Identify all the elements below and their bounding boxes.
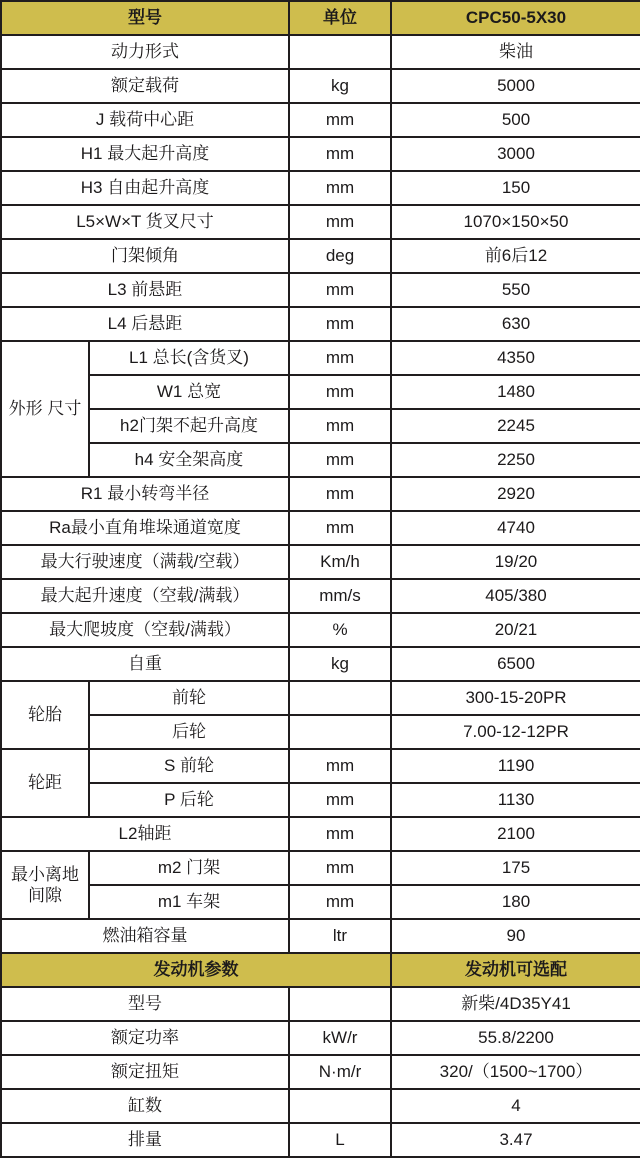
spec-label: 最大起升速度（空载/满载） bbox=[1, 579, 289, 613]
spec-sublabel: 后轮 bbox=[89, 715, 289, 749]
spec-value: 5000 bbox=[391, 69, 640, 103]
spec-value: 180 bbox=[391, 885, 640, 919]
spec-unit: kg bbox=[289, 647, 391, 681]
spec-label: 型号 bbox=[1, 987, 289, 1021]
group-label-dimensions: 外形 尺寸 bbox=[1, 341, 89, 477]
spec-label: H3 自由起升高度 bbox=[1, 171, 289, 205]
spec-value: 630 bbox=[391, 307, 640, 341]
spec-unit: mm bbox=[289, 205, 391, 239]
spec-row-overhead-guard-height bbox=[1, 443, 640, 477]
spec-sublabel: 前轮 bbox=[89, 681, 289, 715]
spec-label: R1 最小转弯半径 bbox=[1, 477, 289, 511]
spec-unit: mm bbox=[289, 409, 391, 443]
spec-unit: mm bbox=[289, 477, 391, 511]
spec-row-front-track bbox=[1, 749, 640, 783]
spec-unit bbox=[289, 987, 391, 1021]
spec-row-aisle-width bbox=[1, 511, 640, 545]
spec-row-travel-speed bbox=[1, 545, 640, 579]
spec-sublabel: h4 安全架高度 bbox=[89, 443, 289, 477]
spec-label: J 载荷中心距 bbox=[1, 103, 289, 137]
spec-value: 新柴/4D35Y41 bbox=[391, 987, 640, 1021]
spec-value: 500 bbox=[391, 103, 640, 137]
spec-value: 1130 bbox=[391, 783, 640, 817]
spec-unit bbox=[289, 715, 391, 749]
spec-value: 2920 bbox=[391, 477, 640, 511]
engine-params-header: 发动机参数 bbox=[1, 953, 391, 987]
spec-value: 2250 bbox=[391, 443, 640, 477]
spec-label: 动力形式 bbox=[1, 35, 289, 69]
spec-label: 排量 bbox=[1, 1123, 289, 1157]
spec-row-overall-length bbox=[1, 341, 640, 375]
spec-unit: mm bbox=[289, 511, 391, 545]
spec-value: 150 bbox=[391, 171, 640, 205]
spec-row-mast-tilt bbox=[1, 239, 640, 273]
spec-unit: mm bbox=[289, 103, 391, 137]
spec-unit: mm bbox=[289, 443, 391, 477]
spec-value: 4 bbox=[391, 1089, 640, 1123]
spec-row-rated-torque bbox=[1, 1055, 640, 1089]
spec-value: 550 bbox=[391, 273, 640, 307]
spec-label: L2轴距 bbox=[1, 817, 289, 851]
spec-unit: ltr bbox=[289, 919, 391, 953]
spec-row-fork-size bbox=[1, 205, 640, 239]
spec-unit bbox=[289, 1089, 391, 1123]
spec-value: 7.00-12-12PR bbox=[391, 715, 640, 749]
spec-value: 300-15-20PR bbox=[391, 681, 640, 715]
spec-value: 1190 bbox=[391, 749, 640, 783]
spec-row-power-type bbox=[1, 35, 640, 69]
spec-unit: mm bbox=[289, 817, 391, 851]
spec-sublabel: h2门架不起升高度 bbox=[89, 409, 289, 443]
header-model-value: CPC50-5X30 bbox=[391, 1, 640, 35]
spec-unit: mm bbox=[289, 137, 391, 171]
spec-unit: mm bbox=[289, 307, 391, 341]
spec-value: 55.8/2200 bbox=[391, 1021, 640, 1055]
spec-row-turning-radius bbox=[1, 477, 640, 511]
spec-sublabel: P 后轮 bbox=[89, 783, 289, 817]
spec-unit: L bbox=[289, 1123, 391, 1157]
spec-unit: deg bbox=[289, 239, 391, 273]
spec-row-rated-power bbox=[1, 1021, 640, 1055]
spec-unit: mm bbox=[289, 749, 391, 783]
engine-header-row bbox=[1, 953, 640, 987]
spec-unit: mm bbox=[289, 375, 391, 409]
spec-value: 2245 bbox=[391, 409, 640, 443]
spec-row-rear-track bbox=[1, 783, 640, 817]
spec-row-engine-model bbox=[1, 987, 640, 1021]
spec-value: 19/20 bbox=[391, 545, 640, 579]
spec-unit bbox=[289, 35, 391, 69]
group-label-tires: 轮胎 bbox=[1, 681, 89, 749]
spec-label: 燃油箱容量 bbox=[1, 919, 289, 953]
spec-label: 自重 bbox=[1, 647, 289, 681]
spec-label: L3 前悬距 bbox=[1, 273, 289, 307]
spec-sublabel: S 前轮 bbox=[89, 749, 289, 783]
spec-value: 90 bbox=[391, 919, 640, 953]
spec-unit: N·m/r bbox=[289, 1055, 391, 1089]
spec-label: L5×W×T 货叉尺寸 bbox=[1, 205, 289, 239]
spec-label: 最大行驶速度（满载/空载） bbox=[1, 545, 289, 579]
spec-value: 405/380 bbox=[391, 579, 640, 613]
spec-unit: mm bbox=[289, 885, 391, 919]
spec-row-gradeability bbox=[1, 613, 640, 647]
spec-row-clearance-frame bbox=[1, 885, 640, 919]
spec-row-clearance-mast bbox=[1, 851, 640, 885]
spec-unit: mm bbox=[289, 783, 391, 817]
spec-unit: kg bbox=[289, 69, 391, 103]
spec-value: 1070×150×50 bbox=[391, 205, 640, 239]
spec-row-max-lift-height bbox=[1, 137, 640, 171]
spec-label: Ra最小直角堆垛通道宽度 bbox=[1, 511, 289, 545]
spec-unit: mm bbox=[289, 273, 391, 307]
spec-row-rear-overhang bbox=[1, 307, 640, 341]
spec-label: L4 后悬距 bbox=[1, 307, 289, 341]
spec-row-free-lift-height bbox=[1, 171, 640, 205]
spec-unit bbox=[289, 681, 391, 715]
spec-label: 额定功率 bbox=[1, 1021, 289, 1055]
spec-value: 3.47 bbox=[391, 1123, 640, 1157]
spec-row-rated-load bbox=[1, 69, 640, 103]
spec-sublabel: m2 门架 bbox=[89, 851, 289, 885]
spec-sublabel: L1 总长(含货叉) bbox=[89, 341, 289, 375]
spec-unit: % bbox=[289, 613, 391, 647]
spec-row-front-overhang bbox=[1, 273, 640, 307]
spec-row-fuel-tank bbox=[1, 919, 640, 953]
spec-value: 320/（1500~1700） bbox=[391, 1055, 640, 1089]
spec-value: 前6后12 bbox=[391, 239, 640, 273]
engine-options-header: 发动机可选配 bbox=[391, 953, 640, 987]
spec-value: 1480 bbox=[391, 375, 640, 409]
spec-unit: mm/s bbox=[289, 579, 391, 613]
group-label-ground-clearance: 最小离地 间隙 bbox=[1, 851, 89, 919]
spec-unit: mm bbox=[289, 851, 391, 885]
spec-row-service-weight bbox=[1, 647, 640, 681]
spec-label: 最大爬坡度（空载/满载） bbox=[1, 613, 289, 647]
spec-value: 2100 bbox=[391, 817, 640, 851]
spec-label: H1 最大起升高度 bbox=[1, 137, 289, 171]
spec-value: 3000 bbox=[391, 137, 640, 171]
spec-unit: mm bbox=[289, 171, 391, 205]
header-model-label: 型号 bbox=[1, 1, 289, 35]
spec-row-load-center bbox=[1, 103, 640, 137]
spec-row-front-tire bbox=[1, 681, 640, 715]
spec-value: 20/21 bbox=[391, 613, 640, 647]
spec-label: 额定载荷 bbox=[1, 69, 289, 103]
spec-label: 门架倾角 bbox=[1, 239, 289, 273]
spec-value: 175 bbox=[391, 851, 640, 885]
spec-value: 4350 bbox=[391, 341, 640, 375]
spec-value: 6500 bbox=[391, 647, 640, 681]
spec-row-mast-lowered-height bbox=[1, 409, 640, 443]
spec-row-displacement bbox=[1, 1123, 640, 1157]
table-header-row bbox=[1, 1, 640, 35]
spec-unit: kW/r bbox=[289, 1021, 391, 1055]
spec-row-lift-speed bbox=[1, 579, 640, 613]
spec-unit: mm bbox=[289, 341, 391, 375]
group-label-wheel-track: 轮距 bbox=[1, 749, 89, 817]
spec-row-cylinders bbox=[1, 1089, 640, 1123]
spec-sublabel: m1 车架 bbox=[89, 885, 289, 919]
spec-label: 额定扭矩 bbox=[1, 1055, 289, 1089]
spec-value: 4740 bbox=[391, 511, 640, 545]
spec-sublabel: W1 总宽 bbox=[89, 375, 289, 409]
spec-row-overall-width bbox=[1, 375, 640, 409]
spec-unit: Km/h bbox=[289, 545, 391, 579]
header-unit-label: 单位 bbox=[289, 1, 391, 35]
spec-row-rear-tire bbox=[1, 715, 640, 749]
spec-row-wheelbase bbox=[1, 817, 640, 851]
spec-value: 柴油 bbox=[391, 35, 640, 69]
spec-label: 缸数 bbox=[1, 1089, 289, 1123]
